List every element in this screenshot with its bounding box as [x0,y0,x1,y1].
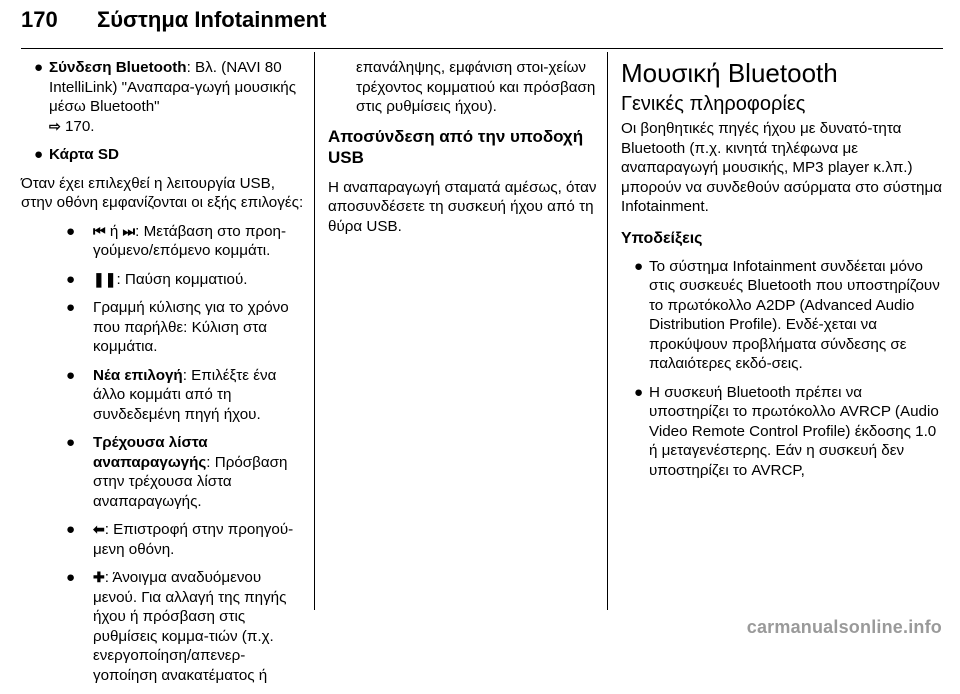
note-2-text: Η συσκευή Bluetooth πρέπει να υποστηρίζει το πρωτόκολλο AVRCP (Audio Video Remote Control Profile) έκδοσης 1.0 ή μεταγενέστερης. Εάν η συσκευή δεν υποστηρίζει το AVRCP, [649,383,939,479]
list-item-note-2 [621,383,943,481]
list-item-playlist [49,433,305,511]
list-item-new-selection [49,366,305,425]
page-header [21,4,943,48]
section-heading-usb-disconnect: Αποσύνδεση από την υποδοχή USB [328,126,584,167]
column-2 [328,58,598,245]
page-number: 170 [21,7,58,32]
or-text: ή [109,222,119,240]
continued-text: επανάληψης, εμφάνιση στοι-χείων τρέχοντος κομματιού και πρόσβαση στις ρυθμίσεις ήχου). [356,59,596,115]
column-3 [621,58,943,489]
term-new-selection: Νέα επιλογή [93,366,183,384]
term-current-playlist: Τρέχουσα λίστα αναπαραγωγής [93,434,208,471]
bullet: ● [66,299,76,316]
list-item-prev-next [49,222,305,261]
column-divider-2 [607,52,608,610]
page-title: Σύστημα Infotainment [97,7,327,32]
column-1 [21,58,305,694]
bullet: ● [634,383,644,401]
bullet: ● [34,59,44,76]
bullet: ● [66,222,76,240]
back-arrow-icon: ⬅ [93,521,105,537]
usb-options-list [21,222,305,686]
bullet: ● [634,257,644,275]
list-item-bluetooth [21,58,305,136]
bullet: ● [34,146,44,163]
scroll-text: Γραμμή κύλισης για το χρόνο που παρήλθε: Κύλιση στα κομμάτια. [93,299,289,355]
list-item-back [49,520,305,559]
menu-text: : Άνοιγμα αναδυόμενου μενού. Για αλλαγή της πηγής ήχου ή πρόσβαση στις ρυθμίσεις κομμα-τιών (π.χ. ενεργοποίηση/απενερ-γοποίηση ανακατέματος ή [93,569,287,684]
general-paragraph: Οι βοηθητικές πηγές ήχου με δυνατό-τητα Bluetooth (π.χ. κινητά τηλέφωνα με αναπαραγωγή μουσικής, MP3 player κ.λπ.) μπορούν να συνδεθούν ασύρματα στο σύστημα Infotainment. [621,120,943,215]
plus-menu-icon: ✚ [93,569,105,585]
bullet: ● [66,434,76,451]
usb-disconnect-paragraph: Η αναπαραγωγή σταματά αμέσως, όταν αποσυνδέσετε τη συσκευή ήχου από τη θύρα USB. [328,178,597,235]
pause-text: : Παύση κομματιού. [116,270,248,288]
subsection-title-general: Γενικές πληροφορίες [621,93,806,115]
new-selection-text: : Επιλέξτε ένα άλλο κομμάτι από τη συνδεδεμένη πηγή ήχου. [93,366,277,423]
bullet: ● [66,270,76,288]
bullet: ● [66,569,76,586]
bluetooth-ref: 170. [64,117,95,135]
playlist-text: : Πρόσβαση στην τρέχουσα λίστα αναπαραγωγής. [93,453,288,510]
bullet: ● [66,521,76,538]
header-rule [21,48,943,49]
list-item-note-1 [621,257,943,374]
back-text: : Επιστροφή στην προηγού-μενη οθόνη. [93,521,294,558]
prev-next-text: : Μετάβαση στο προη-γούμενο/επόμενο κομμάτι. [93,222,287,259]
next-track-icon: ⏭ [122,222,136,239]
term-sd-card: Κάρτα SD [49,146,119,163]
notes-heading: Υποδείξεις [621,229,703,247]
list-item-scroll [49,298,305,357]
bullet: ● [66,366,76,384]
list-item-pause [49,270,305,290]
column-divider-1 [314,52,315,610]
list-item-menu [49,568,305,685]
usb-intro: Όταν έχει επιλεχθεί η λειτουργία USB, στην οθόνη εμφανίζονται οι εξής επιλογές: [21,174,304,211]
page-ref-arrow-icon: ⇨ [49,117,61,134]
list-item-sd [21,145,305,165]
term-bluetooth: Σύνδεση Bluetooth [49,59,187,76]
pause-icon: ❚❚ [93,270,117,287]
bluetooth-text: : Βλ. (NAVI 80 IntelliLink) "Αναπαρα-γωγή μουσικής μέσω Bluetooth" [49,59,297,115]
note-1-text: Το σύστημα Infotainment συνδέεται μόνο στις συσκευές Bluetooth που υποστηρίζουν το πρωτόκολλο A2DP (Advanced Audio Distribution Profile). Ενδέ-χεται να προκύψουν προβλήματα σύνδεσης σε παλαιότερες εκδό-σεις. [649,257,940,372]
section-title-bluetooth-music: Μουσική Bluetooth [621,58,838,88]
prev-track-icon: ⏮ [93,222,106,239]
watermark: carmanualsonline.info [746,617,942,637]
